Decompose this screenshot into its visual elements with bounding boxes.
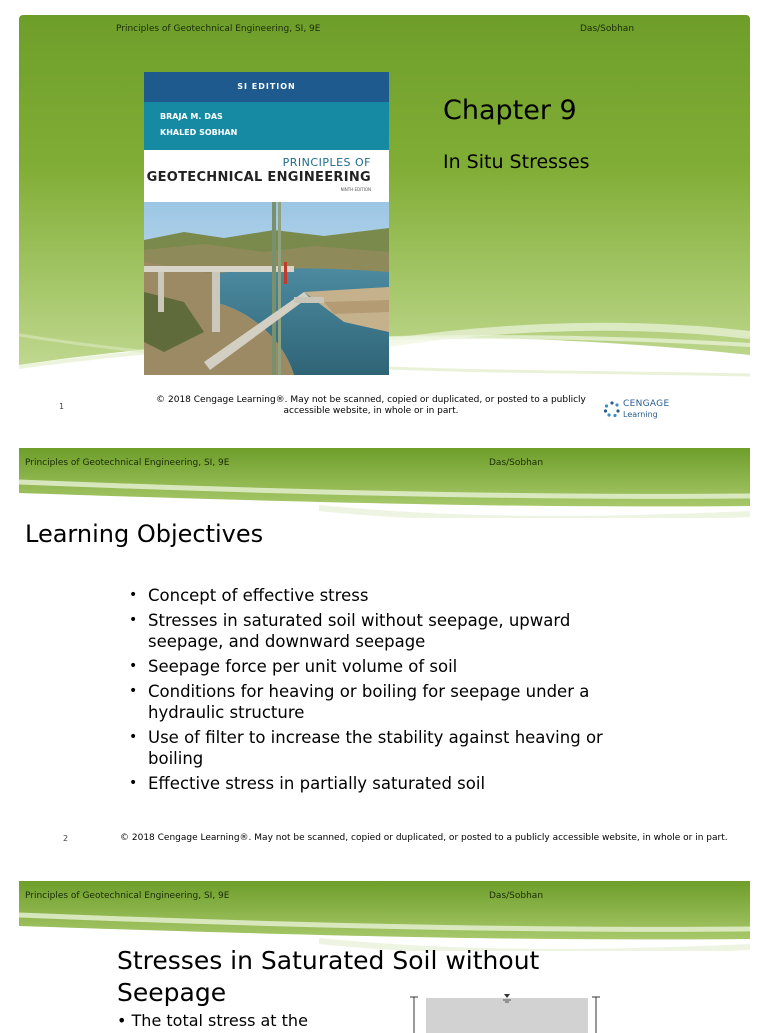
book-title-line-1: PRINCIPLES OF xyxy=(282,156,371,169)
list-item-text: Effective stress in partially saturated soil xyxy=(148,774,486,793)
book-title-area xyxy=(144,150,389,202)
water-table-icon xyxy=(504,994,510,998)
list-item-text: The total stress at the xyxy=(131,1011,308,1030)
header-authors: Das/Sobhan xyxy=(580,24,635,34)
book-cover xyxy=(144,72,389,375)
list-item: • Stresses in saturated soil without seepage, upward seepage, and downward seepage xyxy=(129,611,571,651)
list-item-text: Concept of effective stress xyxy=(148,586,369,605)
list-item: • Conditions for heaving or boiling for seepage under a hydraulic structure xyxy=(129,682,590,722)
bridge-photo xyxy=(144,202,389,375)
cengage-logo-text: CENGAGE xyxy=(623,399,670,409)
header-course-title: Principles of Geotechnical Engineering, SI, 9E xyxy=(25,891,230,901)
book-edition-label: SI EDITION xyxy=(237,82,296,91)
header-course-title: Principles of Geotechnical Engineering, SI, 9E xyxy=(25,458,230,468)
slide-1 xyxy=(19,15,750,425)
copyright-notice: © 2018 Cengage Learning®. May not be scanned, copied or duplicated, or posted to a publicly accessible website, in whole or in part. xyxy=(156,395,586,416)
header-authors: Das/Sobhan xyxy=(489,458,544,468)
slide-title: Stresses in Saturated Soil without Seepage xyxy=(117,946,540,1007)
cengage-logo-mark-icon xyxy=(603,400,621,418)
list-item: • Effective stress in partially saturated soil xyxy=(129,774,486,793)
list-item: • Seepage force per unit volume of soil xyxy=(129,657,458,676)
slide-number: 2 xyxy=(63,834,69,843)
slide-3 xyxy=(19,881,750,1030)
book-author-1: BRAJA M. DAS xyxy=(160,112,223,121)
book-edition-band xyxy=(144,72,389,102)
list-item: • Concept of effective stress xyxy=(129,586,369,605)
book-title-line-2: GEOTECHNICAL ENGINEERING xyxy=(146,170,371,185)
soil-column-figure xyxy=(404,993,604,1033)
slide-2 xyxy=(19,448,750,858)
cengage-logo xyxy=(603,398,683,422)
chapter-title: Chapter 9 xyxy=(443,95,577,126)
book-authors-band xyxy=(144,102,389,150)
objectives-list xyxy=(127,585,647,798)
cengage-logo-subtext: Learning xyxy=(623,410,658,419)
list-item: • The total stress at the xyxy=(117,1011,308,1030)
list-item-text: Conditions for heaving or boiling for seepage under a hydraulic structure xyxy=(148,682,590,722)
slide-title: Learning Objectives xyxy=(25,520,264,548)
header-course-title: Principles of Geotechnical Engineering, SI, 9E xyxy=(116,24,321,34)
chapter-subtitle: In Situ Stresses xyxy=(443,151,590,173)
list-item: • Use of filter to increase the stability against heaving or boiling xyxy=(129,728,603,768)
header-authors: Das/Sobhan xyxy=(489,891,544,901)
list-item-text: Stresses in saturated soil without seepage, upward seepage, and downward seepage xyxy=(148,611,571,651)
copyright-notice: © 2018 Cengage Learning®. May not be scanned, copied or duplicated, or posted to a publicly accessible website, in whole or in part. xyxy=(120,833,728,843)
list-item-text: Use of filter to increase the stability against heaving or boiling xyxy=(148,728,603,768)
book-author-2: KHALED SOBHAN xyxy=(160,128,238,137)
slide-number: 1 xyxy=(59,402,65,411)
list-item-text: Seepage force per unit volume of soil xyxy=(148,657,458,676)
book-edition-small: NINTH EDITION xyxy=(340,187,371,192)
